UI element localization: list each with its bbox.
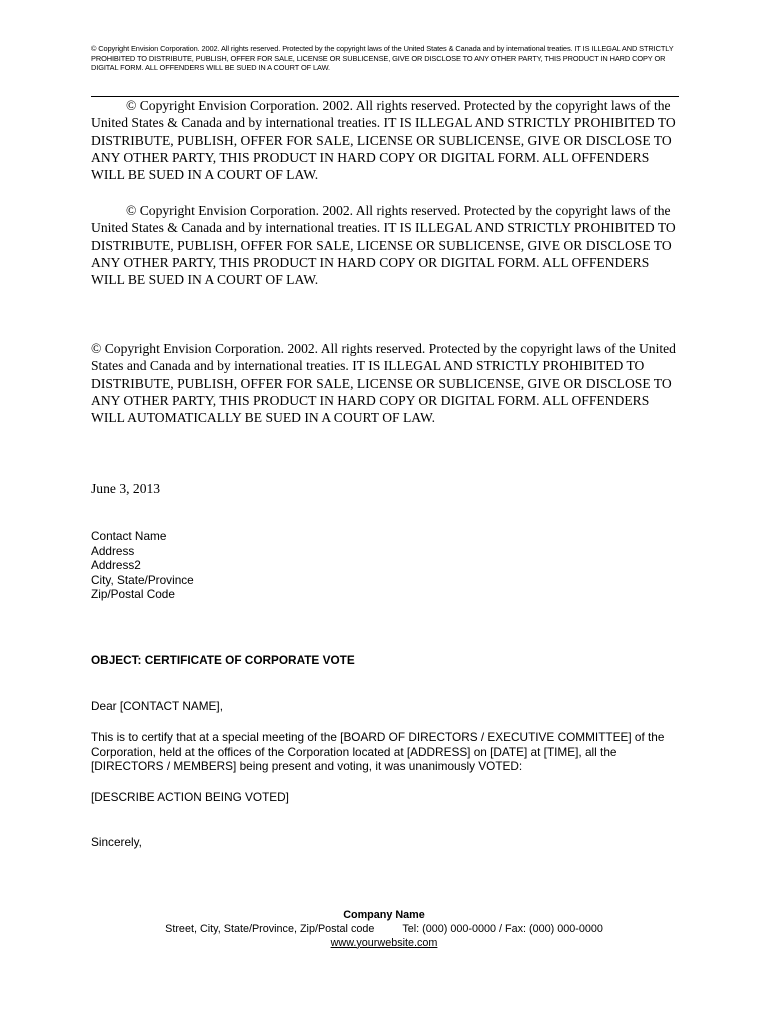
salutation: Dear [CONTACT NAME], (91, 699, 223, 713)
address-contact-name: Contact Name (91, 529, 167, 543)
address-line-1: Address (91, 543, 135, 558)
closing: Sincerely, (91, 835, 142, 849)
copyright-paragraph: © Copyright Envision Corporation. 2002. All rights reserved. Protected by the copyright laws of the United States & Canada and by international treaties. IT IS ILLEGAL AND STRICTLY PROHIBITED TO DISTRIBUTE, PUBLISH, OFFER FOR SALE, LICENSE OR SUBLICENSE, GIVE OR DISCLOSE TO ANY OTHER PARTY, THIS PRODUCT IN HARD COPY OR DIGITAL FORM. ALL OFFENDERS WILL BE SUED IN A COURT OF LAW. (91, 98, 676, 183)
footer-phone-fax: Tel: (000) 000-0000 / Fax: (000) 000-0000 (402, 922, 603, 935)
letterhead-footer (0, 909, 768, 950)
footer-website-link[interactable]: www.yourwebsite.com (330, 936, 438, 949)
letter-date: June 3, 2013 (91, 481, 161, 496)
address-zip: Zip/Postal Code (91, 587, 175, 602)
footer-address: Street, City, State/Province, Zip/Postal code (165, 922, 375, 935)
footer-company-name: Company Name (343, 909, 425, 921)
address-city-state: City, State/Province (91, 572, 194, 587)
address-line-2: Address2 (91, 558, 141, 573)
letter-body: This is to certify that at a special meeting of the [BOARD OF DIRECTORS / EXECUTIVE COMMITTEE] of the Corporation, held at the offices of the Corporation located at [ADDRESS] on [DATE] at [TIME], all the [DIRECTORS / MEMBERS] being present and voting, it was unanimously VOTED: (91, 730, 665, 774)
copyright-paragraph: © Copyright Envision Corporation. 2002. All rights reserved. Protected by the copyright laws of the United States & Canada and by international treaties. IT IS ILLEGAL AND STRICTLY PROHIBITED TO DISTRIBUTE, PUBLISH, OFFER FOR SALE, LICENSE OR SUBLICENSE, GIVE OR DISCLOSE TO ANY OTHER PARTY, THIS PRODUCT IN HARD COPY OR DIGITAL FORM. ALL OFFENDERS WILL BE SUED IN A COURT OF LAW. (91, 203, 676, 288)
header-copyright-notice: © Copyright Envision Corporation. 2002. All rights reserved. Protected by the copyright laws of the United States & Canada and by international treaties. IT IS ILLEGAL AND STRICTLY PROHIBITED TO DISTRIBUTE, PUBLISH, OFFER FOR SALE, LICENSE OR SUBLICENSE, GIVE OR DISCLOSE TO ANY OTHER PARTY, THIS PRODUCT IN HARD COPY OR DIGITAL FORM. ALL OFFENDERS WILL BE SUED IN A COURT OF LAW. (91, 44, 674, 73)
footer-contact-line (0, 923, 768, 937)
object-line: OBJECT: CERTIFICATE OF CORPORATE VOTE (91, 653, 355, 667)
action-placeholder: [DESCRIBE ACTION BEING VOTED] (91, 790, 289, 804)
recipient-address-block (91, 529, 194, 602)
copyright-paragraph: © Copyright Envision Corporation. 2002. All rights reserved. Protected by the copyright laws of the United States and Canada and by international treaties. IT IS ILLEGAL AND STRICTLY PROHIBITED TO DISTRIBUTE, PUBLISH, OFFER FOR SALE, LICENSE OR SUBLICENSE, GIVE OR DISCLOSE TO ANY OTHER PARTY, THIS PRODUCT IN HARD COPY OR DIGITAL FORM. ALL OFFENDERS WILL AUTOMATICALLY BE SUED IN A COURT OF LAW. (91, 341, 676, 426)
